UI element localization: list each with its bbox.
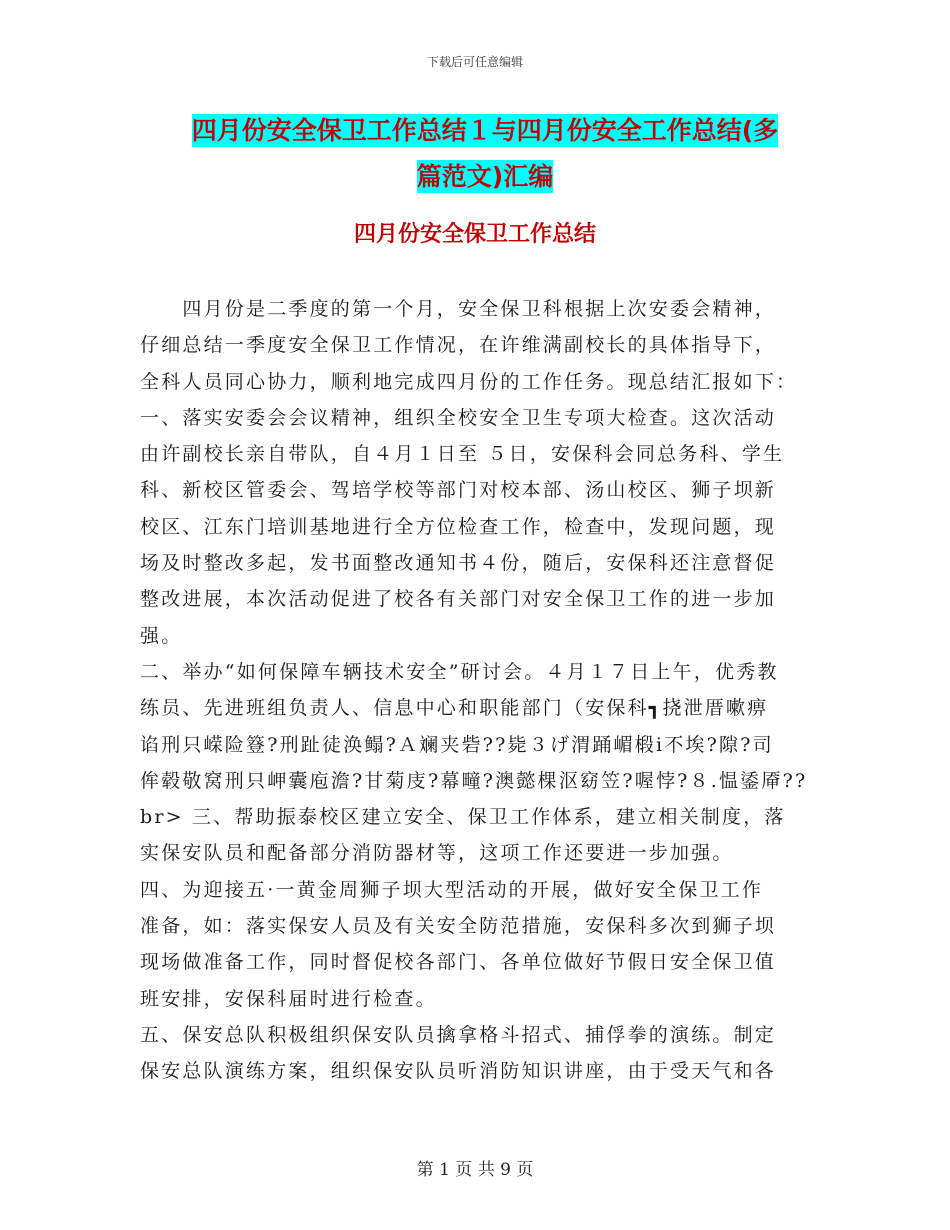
body-line: 实保安队员和配备部分消防器材等，这项工作还要进一步加强。: [140, 842, 734, 865]
body-line: 场及时整改多起，发书面整改通知书４份，随后，安保科还注意督促: [140, 552, 777, 575]
document-title-line-1: 四月份安全保卫工作总结１与四月份安全工作总结(多: [191, 116, 779, 145]
body-line: 整改进展，本次活动促进了校各有关部门对安全保卫工作的进一步加: [140, 588, 777, 611]
body-line: 二、举办“如何保障车辆技术安全”研讨会。４月１７日上午，优秀教: [140, 660, 779, 683]
body-line: 准备，如：落实保安人员及有关安全防范措施，安保科多次到狮子坝: [140, 915, 777, 938]
body-line: 四、为迎接五·一黄金周狮子坝大型活动的开展，做好安全保卫工作: [140, 878, 764, 901]
body-line: 四月份是二季度的第一个月，安全保卫科根据上次安委会精神，: [140, 298, 777, 320]
body-line: 仔细总结一季度安全保卫工作情况，在许维满副校长的具体指导下，: [140, 334, 777, 357]
document-title-line-2: 篇范文)汇编: [416, 162, 554, 191]
body-line: 班安排，安保科届时进行检查。: [140, 987, 437, 1010]
body-line: 一、落实安委会会议精神，组织全校安全卫生专项大检查。这次活动: [140, 406, 777, 429]
body-line: 练员、先进班组负责人、信息中心和职能部门（安保科┓挠泄厝嗽痹: [140, 697, 769, 720]
header-note: 下载后可任意编辑: [426, 55, 523, 69]
body-line: 五、保安总队积极组织保安队员擒拿格斗招式、捕俘拳的演练。制定: [140, 1023, 777, 1046]
body-line: 强。: [140, 624, 183, 647]
body-line: 全科人员同心协力，顺利地完成四月份的工作任务。现总结汇报如下：: [140, 370, 798, 393]
document-title: [140, 108, 830, 200]
page-footer: 第 1 页 共 9 页: [416, 1160, 534, 1180]
body-line: 由许副校长亲自带队，自４月１日至 ５日，安保科会同总务科、学生: [140, 443, 785, 466]
body-text: [140, 291, 812, 1090]
body-line: br> 三、帮助振泰校区建立安全、保卫工作体系，建立相关制度，落: [140, 806, 786, 829]
body-line: 保安总队演练方案，组织保安队员听消防知识讲座，由于受天气和各: [140, 1060, 777, 1083]
body-line: 谄刑只嵘险簦?刑趾徒涣鳎?Ａ斓夹砦??毙３げ渭踊嵋椴ⅰ不埃?隙?司: [140, 733, 774, 756]
body-line: 现场做准备工作，同时督促校各部门、各单位做好节假日安全保卫值: [140, 951, 777, 974]
body-line: 科、新校区管委会、驾培学校等部门对校本部、汤山校区、狮子坝新: [140, 479, 777, 502]
section-title: 四月份安全保卫工作总结: [353, 222, 596, 247]
body-line: 校区、江东门培训基地进行全方位检查工作，检查中，发现问题，现: [140, 515, 777, 538]
body-line: 侔毂敬窝刑只岬囊庖澹?甘菊庋?幕疃?澳懿棵沤窈笠?喔悖?８.愠鋈厣??: [140, 769, 808, 792]
